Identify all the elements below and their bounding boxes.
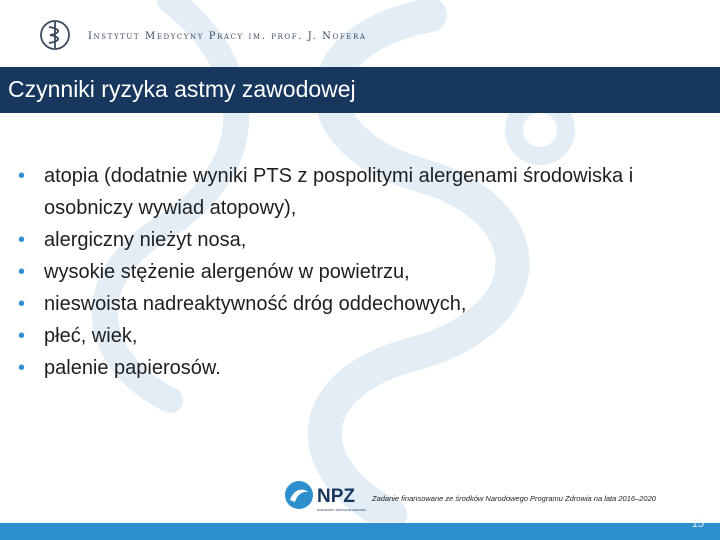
bullet-item xyxy=(18,320,698,352)
bullet-item xyxy=(18,160,698,224)
bullet-item xyxy=(18,288,698,320)
caduceus-icon xyxy=(36,18,74,52)
bullet-text: płeć, wiek, xyxy=(44,325,138,347)
page-number: 15 xyxy=(691,518,704,530)
institute-name: Instytut Medycyny Pracy im. prof. J. Nofera xyxy=(88,31,367,42)
bullet-text: palenie papierosów. xyxy=(44,357,221,379)
npz-emblem-icon xyxy=(285,481,313,509)
bullet-text: nieswoista nadreaktywność dróg oddechowych, xyxy=(44,293,467,315)
bullet-marker: • xyxy=(18,261,26,283)
npz-logo-text: NPZ xyxy=(317,486,355,507)
npz-logo xyxy=(282,478,370,522)
institute-logo xyxy=(36,18,74,56)
slide-title: Czynniki ryzyka astmy zawodowej xyxy=(8,76,356,102)
bullet-marker: • xyxy=(18,293,26,315)
bullet-marker: • xyxy=(18,357,26,379)
bullet-marker: • xyxy=(18,325,26,347)
bullet-text: wysokie stężenie alergenów w powietrzu, xyxy=(44,261,410,283)
bullet-item xyxy=(18,352,698,384)
funding-note: Zadanie finansowane ze środków Narodowego Programu Zdrowia na lata 2016–2020 xyxy=(372,494,656,503)
bullet-text: atopia (dodatnie wyniki PTS z pospolitymi alergenami środowiska i osobniczy wywiad atopowy), xyxy=(44,165,634,219)
bullet-item xyxy=(18,256,698,288)
bullet-marker: • xyxy=(18,165,26,187)
bullet-list xyxy=(18,160,698,384)
bottom-strip xyxy=(0,523,720,540)
bullet-marker: • xyxy=(18,229,26,251)
title-bar xyxy=(0,67,720,113)
npz-logo-subtext: NARODOWY PROGRAM ZDROWIA xyxy=(317,508,367,512)
bullet-text: alergiczny nieżyt nosa, xyxy=(44,229,247,251)
bullet-item xyxy=(18,224,698,256)
